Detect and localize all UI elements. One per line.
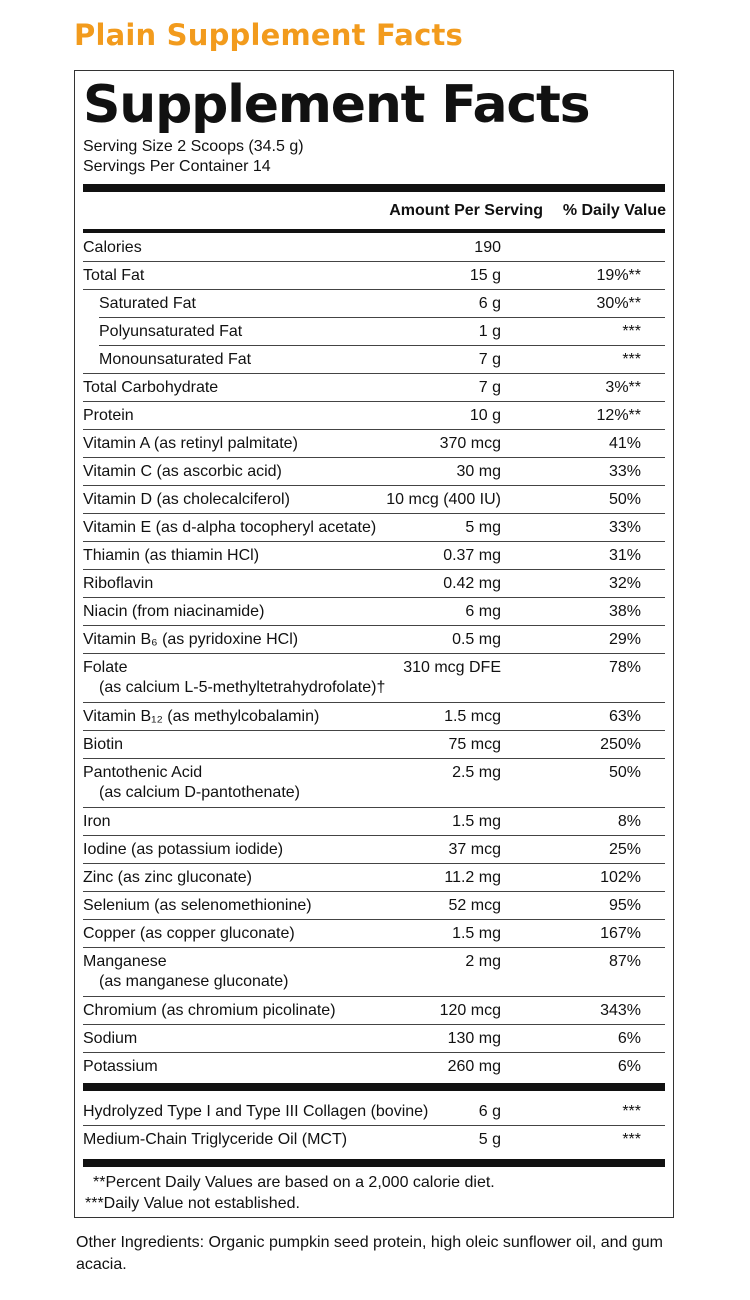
nutrient-row [83, 702, 665, 730]
nutrient-row [83, 807, 665, 835]
nutrient-row [83, 289, 665, 317]
nutrient-row [83, 513, 665, 541]
servings-per-container: Servings Per Container 14 [83, 158, 271, 175]
nutrient-name: Vitamin E (as d-alpha tocopheryl acetate) [83, 519, 377, 536]
nutrient-name: Iron [83, 813, 111, 830]
panel-title: Supplement Facts [83, 75, 590, 135]
nutrient-amount: 5 mg [465, 519, 501, 536]
nutrient-name: Hydrolyzed Type I and Type III Collagen (bovine) [83, 1103, 429, 1120]
nutrient-name: Sodium [83, 1030, 138, 1047]
nutrient-amount: 1.5 mcg [444, 708, 501, 725]
nutrient-row [83, 485, 665, 513]
nutrient-daily-value: *** [622, 351, 641, 368]
nutrient-name: Riboflavin [83, 575, 154, 592]
nutrient-row [83, 758, 665, 807]
nutrient-daily-value: 6% [617, 1058, 641, 1075]
nutrient-daily-value: 33% [608, 519, 641, 536]
amount-per-serving-header: Amount Per Serving [389, 202, 543, 219]
nutrient-row [83, 597, 665, 625]
nutrient-daily-value: 6% [617, 1030, 641, 1047]
nutrient-daily-value: 50% [608, 764, 641, 781]
nutrient-daily-value: 41% [608, 435, 641, 452]
nutrient-name: Vitamin B₆ (as pyridoxine HCl) [83, 631, 299, 648]
nutrient-row [83, 345, 665, 373]
nutrient-amount: 2.5 mg [452, 764, 501, 781]
nutrient-amount: 5 g [478, 1131, 501, 1148]
nutrient-name: Thiamin (as thiamin HCl) [83, 547, 260, 564]
nutrient-daily-value: 32% [608, 575, 641, 592]
nutrient-row [83, 835, 665, 863]
nutrient-name: Folate [83, 659, 128, 676]
nutrient-amount: 370 mcg [439, 435, 501, 452]
thick-divider [83, 184, 665, 192]
nutrient-amount: 0.5 mg [452, 631, 501, 648]
nutrient-row [83, 373, 665, 401]
nutrient-name: Polyunsaturated Fat [99, 323, 243, 340]
nutrient-amount: 6 g [478, 1103, 501, 1120]
nutrient-daily-value: 33% [608, 463, 641, 480]
nutrient-source: (as calcium D-pantothenate) [99, 784, 300, 801]
footnote-percent-dv: **Percent Daily Values are based on a 2,000 calorie diet. [93, 1174, 495, 1191]
nutrient-daily-value: 50% [608, 491, 641, 508]
nutrient-daily-value: 250% [600, 736, 641, 753]
nutrient-row [83, 625, 665, 653]
nutrient-amount: 10 mcg (400 IU) [386, 491, 501, 508]
nutrient-name: Copper (as copper gluconate) [83, 925, 295, 942]
nutrient-name: Monounsaturated Fat [99, 351, 252, 368]
nutrient-daily-value: 38% [608, 603, 641, 620]
nutrient-name: Selenium (as selenomethionine) [83, 897, 312, 914]
nutrient-amount: 1.5 mg [452, 813, 501, 830]
nutrient-amount: 52 mcg [448, 897, 501, 914]
nutrient-row [83, 317, 665, 345]
nutrient-name: Manganese [83, 953, 167, 970]
nutrient-daily-value: *** [622, 1131, 641, 1148]
nutrient-amount: 30 mg [456, 463, 501, 480]
nutrient-row [83, 653, 665, 702]
nutrient-daily-value: 29% [608, 631, 641, 648]
nutrient-amount: 0.37 mg [443, 547, 501, 564]
nutrient-daily-value: 31% [608, 547, 641, 564]
nutrient-amount: 6 g [478, 295, 501, 312]
nutrient-name: Pantothenic Acid [83, 764, 203, 781]
nutrient-amount: 7 g [478, 379, 501, 396]
nutrient-amount: 0.42 mg [443, 575, 501, 592]
nutrient-daily-value: 30%** [596, 295, 641, 312]
nutrient-daily-value: *** [622, 323, 641, 340]
nutrient-daily-value: 19%** [596, 267, 641, 284]
nutrient-row [83, 429, 665, 457]
nutrient-amount: 310 mcg DFE [403, 659, 501, 676]
nutrient-name: Medium-Chain Triglyceride Oil (MCT) [83, 1131, 348, 1148]
nutrient-amount: 15 g [469, 267, 501, 284]
nutrient-row [83, 457, 665, 485]
nutrient-source: (as manganese gluconate) [99, 973, 289, 990]
nutrient-name: Biotin [83, 736, 124, 753]
nutrient-amount: 10 g [469, 407, 501, 424]
nutrient-daily-value: *** [622, 1103, 641, 1120]
nutrient-row [83, 261, 665, 289]
thick-divider [83, 1083, 665, 1091]
nutrient-daily-value: 343% [600, 1002, 641, 1019]
footnote-dv-not-established: ***Daily Value not established. [85, 1195, 300, 1212]
nutrient-name: Zinc (as zinc gluconate) [83, 869, 252, 886]
nutrient-daily-value: 78% [608, 659, 641, 676]
serving-size: Serving Size 2 Scoops (34.5 g) [83, 138, 304, 155]
nutrient-name: Vitamin D (as cholecalciferol) [83, 491, 290, 508]
nutrient-row [83, 919, 665, 947]
nutrient-row [83, 1052, 665, 1080]
nutrient-row [83, 1125, 665, 1153]
nutrient-name: Niacin (from niacinamide) [83, 603, 265, 620]
thick-divider [83, 1159, 665, 1167]
nutrient-row [83, 1097, 665, 1125]
nutrient-amount: 260 mg [447, 1058, 501, 1075]
nutrient-daily-value: 102% [600, 869, 641, 886]
nutrient-amount: 11.2 mg [444, 869, 501, 886]
nutrient-source: (as calcium L-5-methyltetrahydrofolate)† [99, 679, 386, 696]
nutrient-row [83, 891, 665, 919]
nutrient-row [83, 730, 665, 758]
nutrient-amount: 2 mg [465, 953, 501, 970]
nutrient-amount: 7 g [478, 351, 501, 368]
nutrient-row [83, 233, 665, 261]
nutrient-amount: 1 g [478, 323, 501, 340]
nutrient-row [83, 947, 665, 996]
nutrient-daily-value: 63% [608, 708, 641, 725]
nutrient-name: Vitamin B₁₂ (as methylcobalamin) [83, 708, 320, 725]
nutrient-name: Vitamin A (as retinyl palmitate) [83, 435, 298, 452]
nutrient-name: Iodine (as potassium iodide) [83, 841, 284, 858]
nutrient-amount: 75 mcg [448, 736, 501, 753]
nutrient-row [83, 569, 665, 597]
nutrient-name: Calories [83, 239, 142, 256]
nutrient-row [83, 863, 665, 891]
nutrient-amount: 1.5 mg [452, 925, 501, 942]
nutrient-amount: 6 mg [465, 603, 501, 620]
nutrient-amount: 130 mg [447, 1030, 501, 1047]
nutrient-name: Protein [83, 407, 134, 424]
other-ingredients: Other Ingredients: Organic pumpkin seed protein, high oleic sunflower oil, and gum acacia. [76, 1234, 663, 1273]
nutrient-row [83, 401, 665, 429]
nutrient-name: Total Carbohydrate [83, 379, 219, 396]
nutrient-row [83, 541, 665, 569]
nutrient-amount: 37 mcg [448, 841, 501, 858]
page-heading: Plain Supplement Facts [74, 18, 463, 52]
nutrient-daily-value: 167% [600, 925, 641, 942]
nutrient-row [83, 996, 665, 1024]
nutrient-row [83, 1024, 665, 1052]
nutrient-daily-value: 3%** [605, 379, 641, 396]
nutrient-name: Total Fat [83, 267, 145, 284]
nutrient-name: Saturated Fat [99, 295, 196, 312]
nutrient-daily-value: 12%** [596, 407, 641, 424]
nutrient-daily-value: 8% [617, 813, 641, 830]
nutrient-name: Vitamin C (as ascorbic acid) [83, 463, 282, 480]
nutrient-daily-value: 95% [608, 897, 641, 914]
nutrient-daily-value: 87% [608, 953, 641, 970]
supplement-facts-panel [74, 70, 674, 1218]
nutrient-amount: 190 [474, 239, 501, 256]
daily-value-header: % Daily Value [562, 202, 666, 219]
nutrient-name: Potassium [83, 1058, 158, 1075]
nutrient-daily-value: 25% [608, 841, 641, 858]
nutrient-amount: 120 mcg [439, 1002, 501, 1019]
nutrient-name: Chromium (as chromium picolinate) [83, 1002, 336, 1019]
